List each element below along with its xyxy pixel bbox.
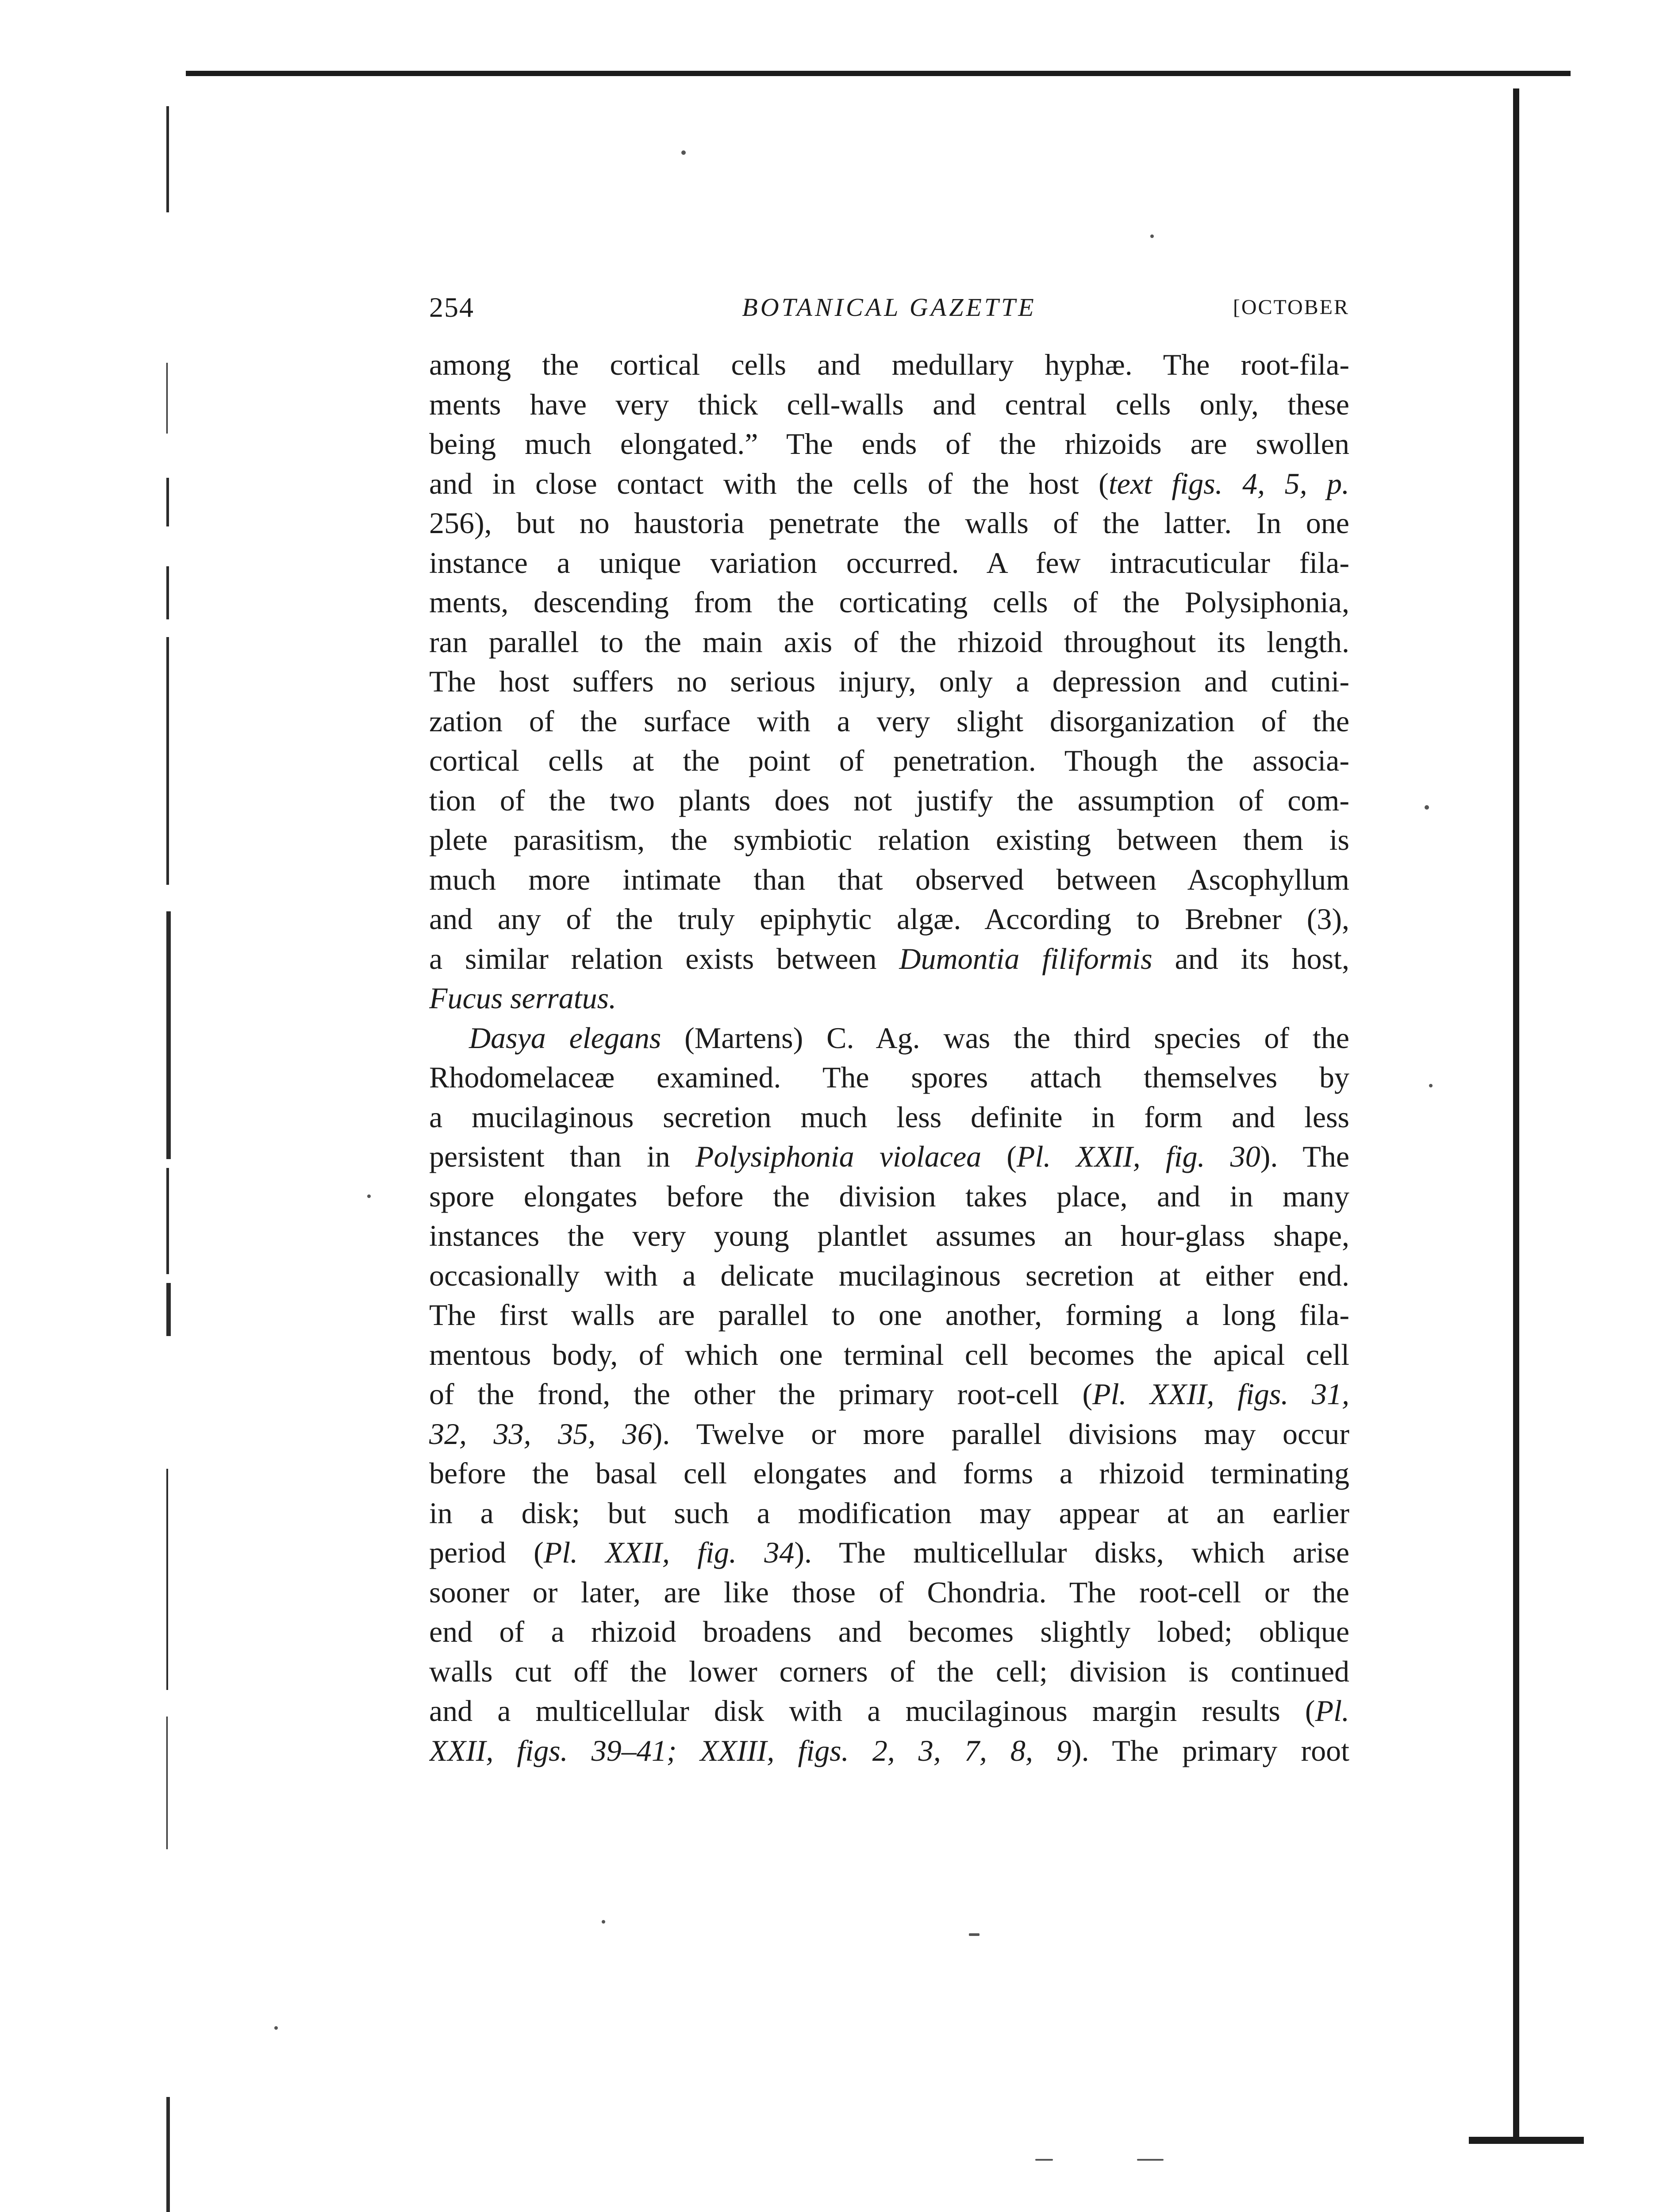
speck bbox=[969, 1933, 980, 1936]
figure-reference: text figs. bbox=[1108, 466, 1223, 500]
running-title: BOTANICAL GAZETTE bbox=[742, 293, 1037, 322]
speck bbox=[1429, 1084, 1433, 1087]
text-line: being much elongated.” The ends of the rhizoids are swollen bbox=[429, 427, 1349, 461]
figure-reference: Pl. bbox=[1315, 1694, 1349, 1728]
text-line bbox=[429, 939, 1349, 979]
speck bbox=[1137, 2159, 1164, 2161]
text-line: 256), but no haustoria penetrate the walls of the latter. In one bbox=[429, 506, 1349, 540]
text-line: ments, descending from the corticating cells of the Polysiphonia, bbox=[429, 585, 1349, 619]
text-line: instance a unique variation occurred. A few intracuticular fila- bbox=[429, 545, 1349, 580]
text-line bbox=[429, 1533, 1349, 1573]
binding-stem bbox=[1513, 88, 1519, 2141]
binding-edge bbox=[1513, 71, 1566, 2168]
text-line: Rhodomelaceæ examined. The spores attach themselves by bbox=[429, 1060, 1349, 1094]
figure-reference: Pl. XXII, fig. 34 bbox=[543, 1536, 795, 1569]
text-line: in a disk; but such a modification may appear at an earlier bbox=[429, 1496, 1349, 1530]
scan-mark bbox=[166, 911, 171, 1159]
text-run: and its host, bbox=[1152, 941, 1349, 975]
scan-mark bbox=[166, 1283, 171, 1336]
text-line: sooner or later, are like those of Chondria. The root-cell or the bbox=[429, 1575, 1349, 1609]
figure-reference: 32, 33, 35, 36 bbox=[429, 1417, 653, 1451]
text-line bbox=[429, 1137, 1349, 1177]
text-run: a similar relation exists between bbox=[429, 941, 899, 975]
scan-mark bbox=[166, 1469, 168, 1690]
scan-mark bbox=[166, 566, 169, 619]
scan-mark bbox=[166, 2097, 170, 2212]
scan-mark bbox=[166, 478, 169, 526]
scan-mark bbox=[166, 106, 169, 212]
speck bbox=[367, 1194, 371, 1198]
scan-mark bbox=[166, 1168, 169, 1274]
text-run: ). The bbox=[1260, 1140, 1349, 1173]
speck bbox=[681, 150, 686, 155]
paragraph bbox=[429, 1018, 1349, 1771]
speck bbox=[274, 2026, 278, 2030]
text-line: walls cut off the lower corners of the cell; division is continued bbox=[429, 1654, 1349, 1688]
text-run: persistent than in bbox=[429, 1140, 695, 1173]
left-margin-scan-marks bbox=[159, 80, 177, 2115]
text-line: much more intimate than that observed between Ascophyllum bbox=[429, 862, 1349, 896]
text-line: and any of the truly epiphytic algæ. According to Brebner (3), bbox=[429, 902, 1349, 936]
text-line: zation of the surface with a very slight disorganization of the bbox=[429, 704, 1349, 738]
text-run: of the frond, the other the primary root-cell ( bbox=[429, 1377, 1093, 1411]
speck bbox=[602, 1920, 605, 1924]
text-line: tion of the two plants does not justify the assumption of com- bbox=[429, 783, 1349, 817]
text-run: ). The primary root bbox=[1071, 1733, 1349, 1767]
page-header bbox=[429, 283, 1349, 332]
text-line bbox=[429, 1691, 1349, 1731]
speck bbox=[1150, 234, 1154, 238]
text-line bbox=[429, 1375, 1349, 1414]
header-month: [OCTOBER bbox=[1233, 296, 1349, 319]
text-line: The first walls are parallel to one another, forming a long fila- bbox=[429, 1298, 1349, 1332]
paragraph bbox=[429, 345, 1349, 1018]
species-name: Fucus serratus. bbox=[429, 981, 617, 1015]
text-line: a mucilaginous secretion much less definite in form and less bbox=[429, 1100, 1349, 1134]
text-run: ). The multicellular disks, which arise bbox=[794, 1536, 1349, 1569]
text-run: and in close contact with the cells of the host ( bbox=[429, 466, 1109, 500]
page-number: 254 bbox=[429, 292, 474, 323]
figure-reference: Pl. XXII, fig. 30 bbox=[1016, 1140, 1260, 1173]
speck bbox=[1425, 805, 1429, 810]
text-run: period ( bbox=[429, 1536, 544, 1569]
figure-reference: 4, 5, p. bbox=[1222, 466, 1349, 500]
text-line: occasionally with a delicate mucilaginous secretion at either end. bbox=[429, 1258, 1349, 1292]
figure-reference: XXII, figs. 39–41; XXIII, figs. 2, 3, 7, 8, 9 bbox=[429, 1733, 1072, 1767]
figure-reference: Pl. XXII, figs. 31, bbox=[1092, 1377, 1349, 1411]
text-line bbox=[429, 979, 1349, 1018]
text-line: ran parallel to the main axis of the rhizoid throughout its length. bbox=[429, 625, 1349, 659]
text-line bbox=[429, 464, 1349, 504]
top-rule bbox=[186, 71, 1540, 76]
text-line: The host suffers no serious injury, only a depression and cutini- bbox=[429, 664, 1349, 698]
text-run: and a multicellular disk with a mucilaginous margin results ( bbox=[429, 1694, 1315, 1728]
text-line: instances the very young plantlet assumes an hour-glass shape, bbox=[429, 1219, 1349, 1252]
text-line: before the basal cell elongates and forms a rhizoid terminating bbox=[429, 1456, 1349, 1490]
scan-mark bbox=[166, 1717, 168, 1849]
text-line bbox=[429, 1414, 1349, 1454]
text-line: cortical cells at the point of penetration. Though the associa- bbox=[429, 744, 1349, 777]
scan-mark bbox=[166, 637, 169, 885]
text-line: plete parasitism, the symbiotic relation existing between them is bbox=[429, 823, 1349, 856]
species-name: Dumontia filiformis bbox=[899, 941, 1152, 975]
text-line: end of a rhizoid broadens and becomes slightly lobed; oblique bbox=[429, 1615, 1349, 1648]
text-run: ( bbox=[981, 1140, 1017, 1173]
speck bbox=[1035, 2159, 1053, 2161]
text-run: (Martens) C. Ag. was the third species of the bbox=[661, 1021, 1349, 1055]
text-line: mentous body, of which one terminal cell becomes the apical cell bbox=[429, 1337, 1349, 1371]
text-line: spore elongates before the division takes place, and in many bbox=[429, 1179, 1349, 1213]
body-text bbox=[429, 345, 1349, 1770]
text-line: ments have very thick cell-walls and central cells only, these bbox=[429, 387, 1349, 421]
text-line: among the cortical cells and medullary hyphæ. The root-fila- bbox=[429, 348, 1349, 381]
species-name: Dasya elegans bbox=[469, 1021, 661, 1055]
binding-cap-bottom bbox=[1469, 2137, 1584, 2144]
text-line bbox=[429, 1018, 1349, 1058]
species-name: Polysiphonia violacea bbox=[695, 1140, 982, 1173]
text-line bbox=[429, 1731, 1349, 1771]
text-run: ). Twelve or more parallel divisions may occur bbox=[652, 1417, 1349, 1451]
scan-mark bbox=[166, 363, 168, 434]
